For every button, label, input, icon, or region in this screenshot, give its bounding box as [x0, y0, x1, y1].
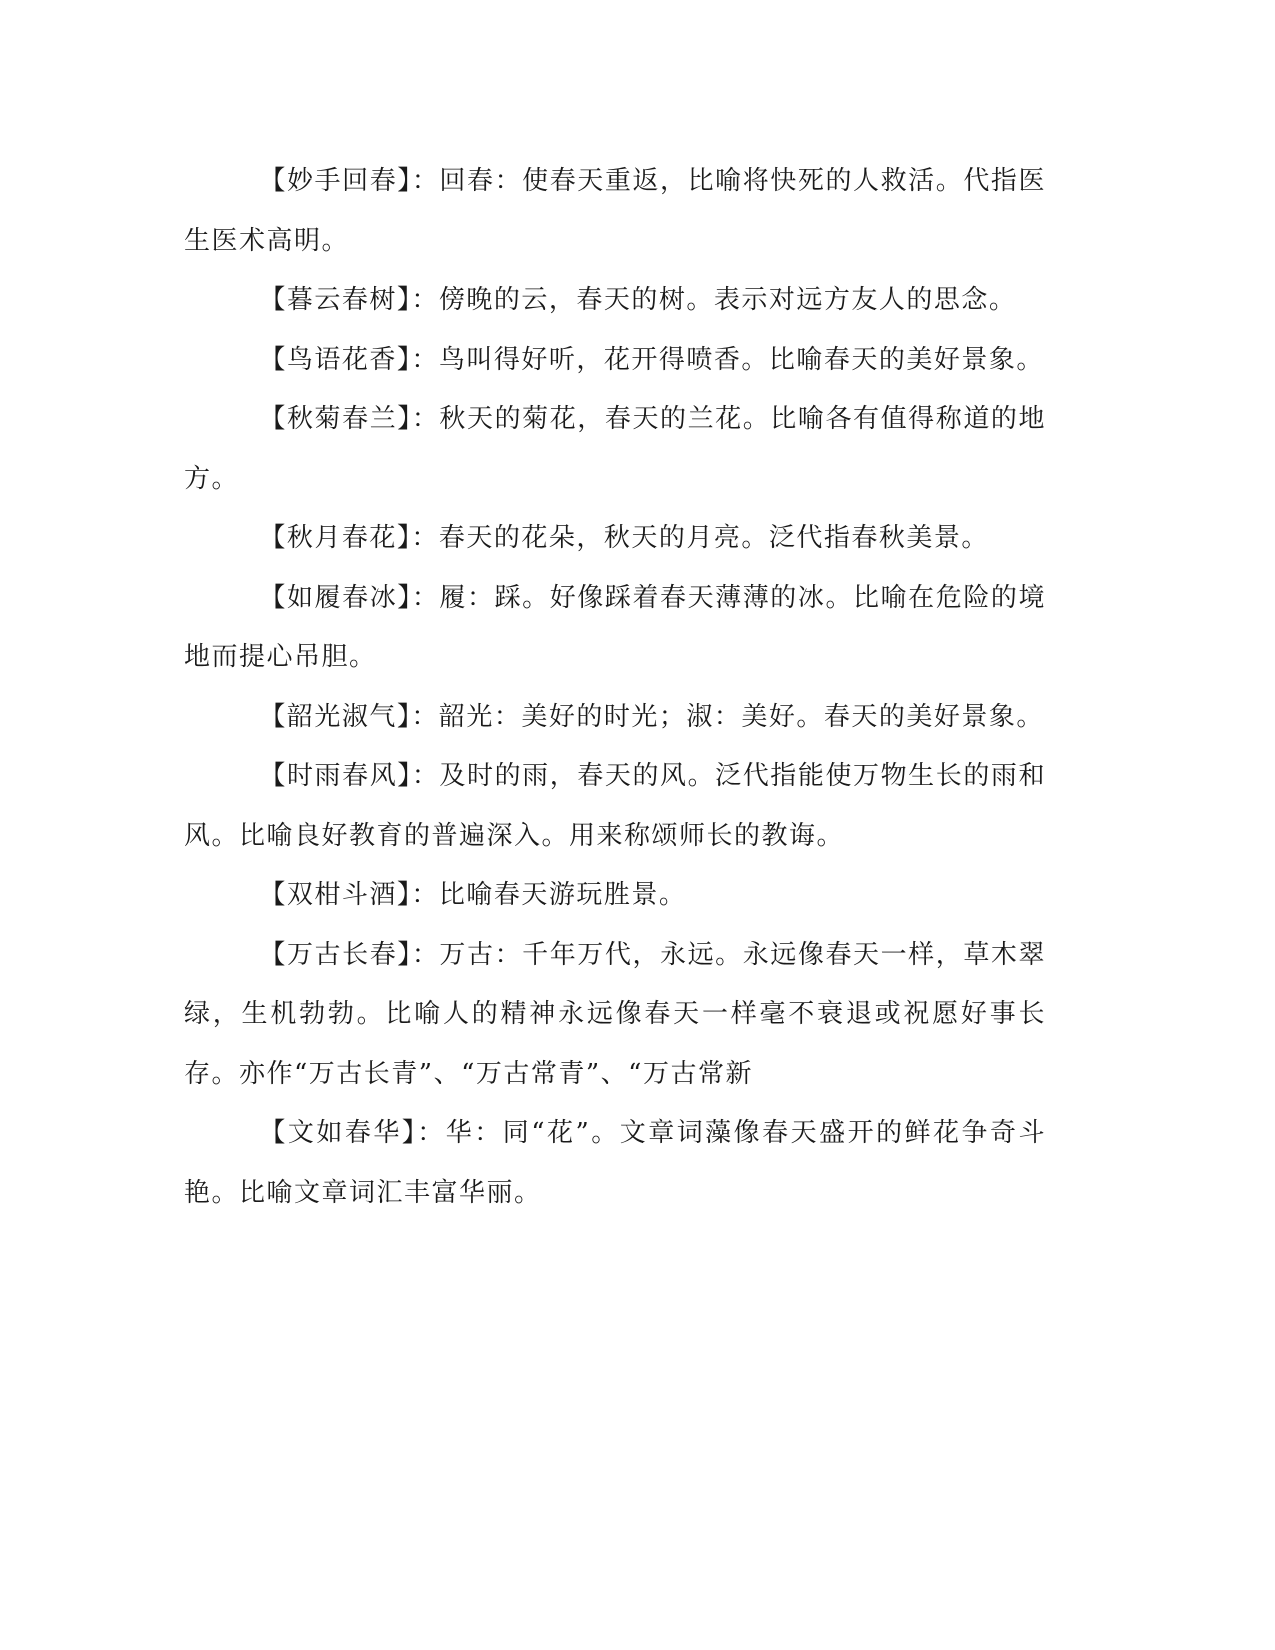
- idiom-entry-niaoyu-huaxiang: 【鸟语花香】：鸟叫得好听，花开得喷香。比喻春天的美好景象。: [259, 344, 1044, 375]
- idiom-entry-wenru-chunhua: 【文如春华】：华：同“花”。文章词藻像春天盛开的鲜花争奇斗艳。比喻文章词汇丰富华丽。: [184, 1118, 1046, 1208]
- idiom-entry-muyun-chunshu: 【暮云春树】：傍晚的云，春天的树。表示对远方友人的思念。: [259, 285, 1017, 315]
- idiom-list: [184, 152, 1046, 1223]
- idiom-entry-shiyu-chunfeng: 【时雨春风】：及时的雨，春天的风。泛代指能使万物生长的雨和风。比喻良好教育的普遍深入。用来称颂师长的教诲。: [184, 761, 1046, 851]
- idiom-entry-shuanggan-doujiu: 【双柑斗酒】：比喻春天游玩胜景。: [259, 880, 687, 910]
- idiom-entry-wangu-changchun: 【万古长春】：万古：千年万代，永远。永远像春天一样，草木翠绿，生机勃勃。比喻人的精神永远像春天一样毫不衰退或祝愿好事长存。亦作“万古长青”、“万古常青”、“万古常新: [184, 939, 1046, 1089]
- idiom-entry-qiuju-chunlan: 【秋菊春兰】：秋天的菊花，春天的兰花。比喻各有值得称道的地方。: [184, 404, 1046, 494]
- idiom-entry-shaoguang-shuqi: 【韶光淑气】：韶光：美好的时光；淑：美好。春天的美好景象。: [259, 701, 1044, 732]
- idiom-entry-miaoshou-huichun: 【妙手回春】：回春：使春天重返，比喻将快死的人救活。代指医生医术高明。: [184, 166, 1046, 256]
- idiom-entry-qiuyue-chunhua: 【秋月春花】：春天的花朵，秋天的月亮。泛代指春秋美景。: [259, 523, 989, 553]
- idiom-entry-rulu-chunbing: 【如履春冰】：履：踩。好像踩着春天薄薄的冰。比喻在危险的境地而提心吊胆。: [184, 582, 1046, 672]
